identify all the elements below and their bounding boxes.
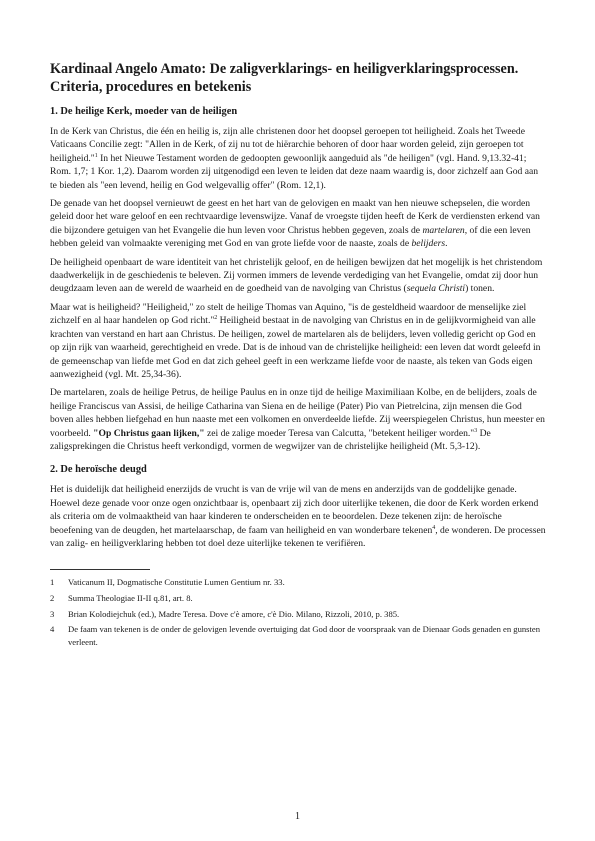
footnote-number: 3 bbox=[50, 608, 55, 619]
footnote-text: De faam van tekenen is de onder de gelovigen levende overtuiging dat God door de voorspraak van de Dienaar Gods genaden en gunsten verleent. bbox=[68, 624, 541, 647]
footnote-number: 4 bbox=[50, 624, 55, 635]
section-1-heading: 1. De heilige Kerk, moeder van de heiligen bbox=[50, 106, 238, 117]
footnote-1 bbox=[50, 576, 546, 589]
document-title: Kardinaal Angelo Amato: De zaligverklarings- en heiligverklaringsprocessen. Criteria, procedures en betekenis bbox=[50, 61, 519, 95]
text-run: belijders bbox=[411, 238, 446, 250]
section-1-paragraph-2 bbox=[50, 197, 546, 251]
footnote-3 bbox=[50, 608, 546, 621]
text-run: Het is duidelijk dat heiligheid enerzijds de vrucht is van de vrije wil van de mens en anderzijds van de goddelijke genade. Hoewel deze genade voor onze ogen onzichtbaar is, openbaart zij zich door uiterlijke tekenen, die door de Kerk worden erkend als criteria om de volmaaktheid van haar kinderen te onderscheiden en te beoordelen. Deze tekenen zijn: de heroïsche beoefening van de deugden, het martelaarschap, de faam van heiligheid en van wonderbare tekenen bbox=[50, 484, 539, 536]
footnote-2 bbox=[50, 592, 546, 605]
section-2-paragraph-1 bbox=[50, 483, 546, 550]
text-run: De zaligsprekingen die Christus heeft verkondigd, vormen de wegwijzer van de christelijke heiligheid (Mt. 5,3-12). bbox=[50, 427, 491, 452]
footnote-reference: 2 bbox=[214, 315, 218, 322]
footnote-number: 1 bbox=[50, 577, 55, 588]
text-run: "Op Christus gaan lijken," bbox=[93, 427, 205, 439]
section-1-paragraph-1 bbox=[50, 125, 546, 192]
section-1-paragraph-5 bbox=[50, 386, 546, 453]
footnote-text: Summa Theologiae II-II q.81, art. 8. bbox=[68, 592, 193, 603]
text-run: Heiligheid bestaat in de navolging van Christus en in de gelijkvormigheid van alle krachten van verstand en hart aan Christus. De heiligen, zowel de martelaren als de belijders, leven volledig gericht op God en op zijn rijk van waarheid, gerechtigheid en vrede. Dat is de inhoud van de christelijke heiligheid: een leven dat wordt geleefd in de gemeenschap van liefde met God en dat zich geheel geeft in een werkzame liefde voor de naaste, als teken van Gods eigen aanwezigheid (vgl. Mt. 25,34-36). bbox=[50, 315, 541, 380]
text-run: In de Kerk van Christus, die één en heilig is, zijn alle christenen door het doopsel geroepen tot heiligheid. Zoals het Tweede Vaticaans Concilie zegt: "Allen in de Kerk, of zij nu tot de hiërarchie behoren of door haar worden geleid, zijn geroepen tot heiligheid." bbox=[50, 126, 525, 164]
text-run: , de wonderen. De processen van zalig- en heiligverklaring hebben tot doel deze uiterlijke tekenen te verifiëren. bbox=[50, 524, 546, 549]
text-run: sequela Christi bbox=[406, 283, 466, 295]
text-run: Maar wat is heiligheid? "Heiligheid," zo stelt de heilige Thomas van Aquino, "is de gesteldheid waardoor de menselijke ziel zichzelf en al haar handelen op God richt." bbox=[50, 301, 527, 327]
text-run: zei de zalige moeder Teresa van Calcutta, "betekent heiliger worden." bbox=[204, 427, 475, 439]
footnote-number: 2 bbox=[50, 592, 55, 603]
footnote-reference: 3 bbox=[474, 427, 478, 434]
text-run: . bbox=[445, 238, 448, 250]
text-run: De genade van het doopsel vernieuwt de geest en het hart van de gelovigen en maakt van hen nieuwe schepselen, die worden geleid door het ware geloof en een rechtvaardige levenswijze. Vanaf de vroegste tijden heeft de Kerk de verdiensten erkend van die bijzondere getuigen van het Evangelie die hun leven voor Christus hebben gegeven, zoals de bbox=[50, 198, 540, 236]
text-run: martelaren bbox=[422, 224, 465, 236]
document-page bbox=[50, 60, 546, 651]
section-1-paragraph-3 bbox=[50, 256, 546, 296]
section-2-heading: 2. De heroïsche deugd bbox=[50, 464, 147, 476]
text-run: De heiligheid openbaart de ware identiteit van het christelijk geloof, en de heiligen bewijzen dat het mogelijk is het christendom daadwerkelijk in de geschiedenis te beleven. Zij vormen immers de levende verdediging van het Evangelie, omdat zij door hun deugdzaam leven aan de wereld de waarheid en de goedheid van de navolging van Christus ( bbox=[50, 256, 543, 295]
footnote-4 bbox=[50, 623, 546, 648]
text-run: In het Nieuwe Testament worden de gedoopten gewoonlijk aangeduid als "de heiligen" (vgl. Hand. 9,13.32-41; Rom. 1,7; 1 Kor. 1,2). Daarom worden zij uitgenodigd een leven te leiden dat deze naam waardig is, door zichzelf aan God aan te bieden als "een levend, heilig en God welgevallig offer" (Rom. 12,1). bbox=[50, 152, 539, 191]
footnote-text: Brian Kolodiejchuk (ed.), Madre Teresa. Dove c'è amore, c'è Dio. Milano, Rizzoli, 2010, p. 385. bbox=[68, 608, 400, 619]
text-run: , of die een leven hebben geleid van volmaakte vereniging met God en van grote liefde voor de naaste, zoals de bbox=[50, 224, 531, 250]
text-run: ) tonen. bbox=[465, 283, 495, 295]
page-number: 1 bbox=[295, 811, 300, 822]
text-run: De martelaren, zoals de heilige Petrus, de heilige Paulus en in onze tijd de heilige Maximiliaan Kolbe, en de belijders, zoals de heilige Franciscus van Assisi, de heilige Catharina van Siena en de heilige (Pater) Pio van Pietrelcina, zijn mensen die God boven alles hebben liefgehad en hun naaste met een volkomen en onverdeelde liefde. Zij weerspiegelen Christus, hun meester en voorbeeld. bbox=[50, 387, 545, 439]
footnote-reference: 1 bbox=[94, 152, 98, 159]
section-1-paragraph-4 bbox=[50, 301, 546, 381]
footnote-divider bbox=[50, 569, 150, 570]
footnote-reference: 4 bbox=[432, 524, 436, 531]
footnote-text: Vaticanum II, Dogmatische Constitutie Lumen Gentium nr. 33. bbox=[68, 577, 285, 588]
